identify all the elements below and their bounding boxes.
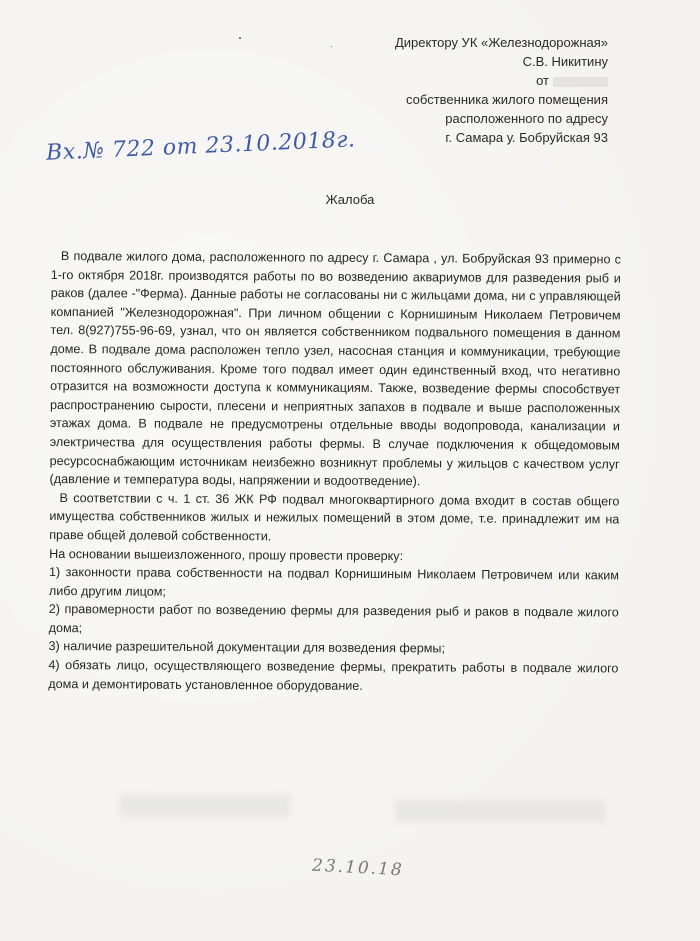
document-title: Жалоба — [325, 192, 375, 207]
addressee-block — [395, 33, 608, 147]
paragraph-law: В соответствии с ч. 1 ст. 36 ЖК РФ подвал многоквартирного дома входит в состав общего имущества собственников жилых и нежилых помещений в этом доме, т.е. принадлежит им на праве общей долевой собственности. — [49, 490, 620, 544]
paper-speck — [331, 46, 332, 47]
addressee-from-label: от — [536, 73, 549, 88]
handwritten-date: 23.10.18 — [311, 855, 405, 881]
addressee-located: расположенного по адресу — [445, 111, 608, 126]
redacted-signature-name — [120, 795, 290, 817]
paragraph-request: На основании вышеизложенного, прошу провести проверку: — [49, 546, 404, 563]
request-item-1: 1) законности права собственности на подвал Корнишиным Николаем Петровичем или каким либо другим лицом; — [48, 565, 620, 599]
complaint-body — [48, 247, 621, 697]
paper-speck — [239, 37, 241, 39]
request-item-2: 2) правомерности работ по возведению фермы для разведения рыб и раков в подвале жилого дома; — [48, 602, 619, 636]
paragraph-main: В подвале жилого дома, расположенного по адресу г. Самара , ул. Бобруйская 93 примерно с 1-го октября 2018г. производятся работы по во возведению аквариумов для разведения рыб и раков (далее -"Ферма). Данные работы не согласованы ни с жильцами дома, ни с управляющей компанией "Железнодорожная". При личном общении с Корнишиным Николаем Петровичем тел. 8(927)755-96-69, узнал, что он является собственником подвального помещения в данном доме. В подвале дома расположен тепло узел, насосная станция и коммуникации, требующие постоянного обслуживания. Кроме того подвал имеет один единственный вход, что негативно отразится на возможности доступа к коммуникациям. Также, возведение фермы способствует распространению сырости, плесени и неприятных запахов в подвале и выше расположенных этажах дома. В подвале не предусмотрены отдельные вводы водопровода, канализации и электричества для осуществления работы фермы. В случае подключения к общедомовым ресурсоснабжающим источникам неизбежно возникнут проблемы у жильцов с качеством услуг (давление и температура воды, напряжении и водоотведение). — [49, 249, 621, 489]
request-item-4: 4) обязать лицо, осуществляющего возведение фермы, прекратить работы в подвале жилого дома и демонтировать установленное оборудование. — [48, 658, 619, 693]
addressee-from — [395, 71, 608, 90]
addressee-address: г. Самара у. Бобруйская 93 — [445, 130, 608, 145]
redacted-signature — [395, 800, 605, 822]
addressee-director: Директору УК «Железнодорожная» — [394, 35, 608, 50]
addressee-name: С.В. Никитину — [522, 54, 608, 69]
registration-stamp: Вх.№ 722 от 23.10.2018г. — [45, 127, 356, 166]
redacted-sender — [553, 77, 608, 87]
addressee-owner: собственника жилого помещения — [406, 92, 608, 107]
request-item-3: 3) наличие разрешительной документации для возведения фермы; — [48, 639, 446, 656]
